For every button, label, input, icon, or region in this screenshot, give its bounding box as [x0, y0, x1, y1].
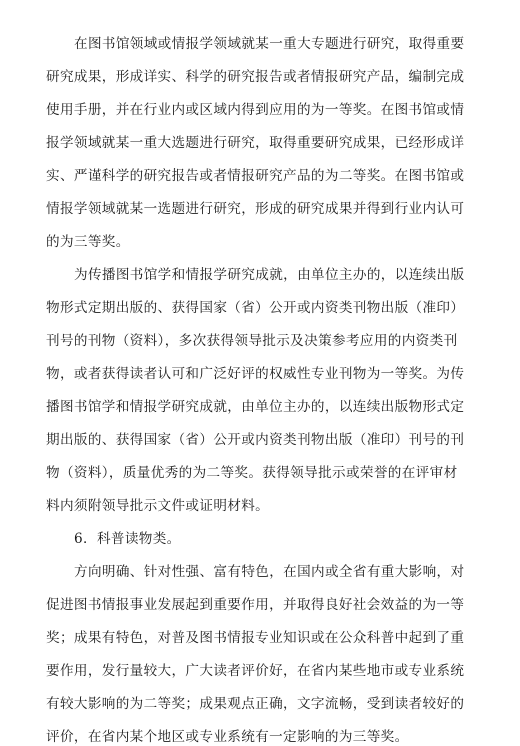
text-line: 播图书馆学和情报学研究成就，由单位主办的，以连续出版物形式定	[46, 399, 465, 415]
text-line: 实、严谨科学的研究报告或者情报研究产品的为二等奖。在图书馆或	[46, 168, 465, 184]
text-line: 有较大影响的为二等奖；成果观点正确，文字流畅，受到读者较好的	[46, 696, 465, 712]
text-line: 奖；成果有特色，对普及图书情报专业知识或在公众科普中起到了重	[46, 630, 465, 646]
text-line: 料内须附领导批示文件或证明材料。	[46, 498, 270, 514]
text-line: 促进图书情报事业发展起到重要作用，并取得良好社会效益的为一等	[46, 597, 465, 613]
text-line: 报学领域就某一重大选题进行研究，取得重要研究成果，已经形成详	[46, 135, 465, 151]
text-line: 使用手册，并在行业内或区域内得到应用的为一等奖。在图书馆或情	[46, 102, 465, 118]
text-line: 研究成果，形成详实、科学的研究报告或者情报研究产品，编制完成	[46, 69, 465, 85]
text-line: 情报学领域就某一选题进行研究，形成的研究成果并得到行业内认可	[46, 201, 465, 217]
text-line: 期出版的、获得国家（省）公开或内资类刊物出版（准印）刊号的刊	[46, 432, 465, 448]
section-heading: 6．科普读物类。	[74, 531, 181, 547]
text-line: 物形式定期出版的、获得国家（省）公开或内资类刊物出版（准印）	[46, 300, 465, 316]
text-line: 方向明确、针对性强、富有特色，在国内或全省有重大影响，对	[74, 564, 465, 580]
text-line: 刊号的刊物（资料），多次获得领导批示及决策参考应用的内资类刊	[46, 333, 458, 349]
text-line: 为传播图书馆学和情报学研究成就，由单位主办的，以连续出版	[74, 267, 465, 283]
text-line: 要作用，发行量较大，广大读者评价好，在省内某些地市或专业系统	[46, 663, 465, 679]
text-line: 评价，在省内某个地区或专业系统有一定影响的为三等奖。	[46, 729, 409, 745]
text-line: 物（资料），质量优秀的为二等奖。获得领导批示或荣誉的在评审材	[46, 465, 458, 481]
text-line: 物，或者获得读者认可和广泛好评的权威性专业刊物为一等奖。为传	[46, 366, 465, 382]
text-line: 的为三等奖。	[46, 234, 130, 250]
text-line: 在图书馆领域或情报学领域就某一重大专题进行研究，取得重要	[74, 36, 465, 52]
